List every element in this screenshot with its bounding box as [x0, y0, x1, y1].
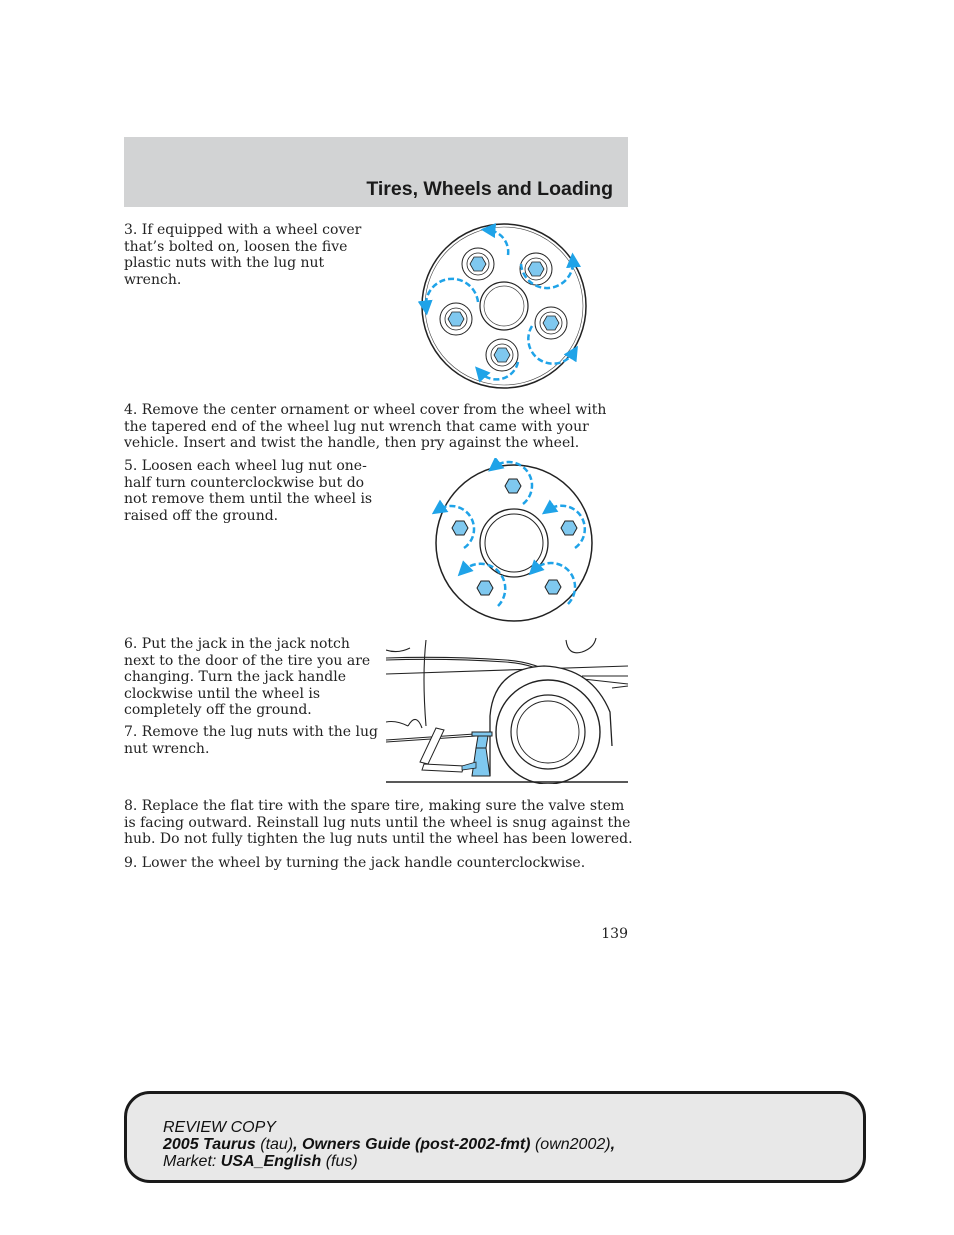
model-name: 2005 Taurus	[163, 1136, 256, 1153]
page-number: 139	[601, 926, 628, 942]
tire	[496, 680, 600, 784]
market-name: USA_English	[220, 1153, 322, 1170]
separator-2: ,	[610, 1136, 616, 1153]
market-label: Market:	[163, 1153, 221, 1170]
step-4-text: 4. Remove the center ornament or wheel cover from the wheel with the tapered end of the wheel lug nut wrench that came with your vehicle. Insert and twist the handle, then pry against the wheel.	[124, 402, 607, 452]
step-3-text: 3. If equipped with a wheel cover that’s bolted on, loosen the five plastic nuts with the lug nut wrench.	[124, 222, 362, 288]
market-line	[163, 1153, 615, 1170]
review-label: REVIEW COPY	[163, 1119, 276, 1136]
separator-1: ,	[293, 1136, 303, 1153]
step-6-text: 6. Put the jack in the jack notch next to the door of the tire you are changing. Turn the jack handle clockwise until the wheel is completely off the ground.	[124, 636, 371, 719]
review-copy-footer	[124, 1091, 866, 1183]
market-code: (fus)	[321, 1153, 358, 1170]
guide-line	[163, 1136, 615, 1153]
model-code: (tau)	[255, 1136, 294, 1153]
step-9-text: 9. Lower the wheel by turning the jack handle counterclockwise.	[124, 855, 586, 871]
step-7-text: 7. Remove the lug nuts with the lug nut wrench.	[124, 724, 378, 757]
wheel-cover-illustration	[418, 222, 590, 390]
guide-name: Owners Guide (post-2002-fmt)	[302, 1136, 531, 1153]
step-5-text: 5. Loosen each wheel lug nut one-half turn counterclockwise but do not remove them until the wheel is raised off the ground.	[124, 458, 373, 524]
step-8-text: 8. Replace the flat tire with the spare tire, making sure the valve stem is facing outward. Reinstall lug nuts until the wheel is snug against the hub. Do not fully tighten the lug nuts until the wheel has been lowered.	[124, 798, 633, 848]
section-header	[124, 137, 628, 207]
section-title: Tires, Wheels and Loading	[366, 178, 613, 200]
jack-under-car-illustration	[386, 636, 628, 784]
footer-text	[163, 1119, 615, 1170]
guide-code: (own2002)	[530, 1136, 611, 1153]
wheel-lug-nuts-illustration	[430, 458, 600, 628]
